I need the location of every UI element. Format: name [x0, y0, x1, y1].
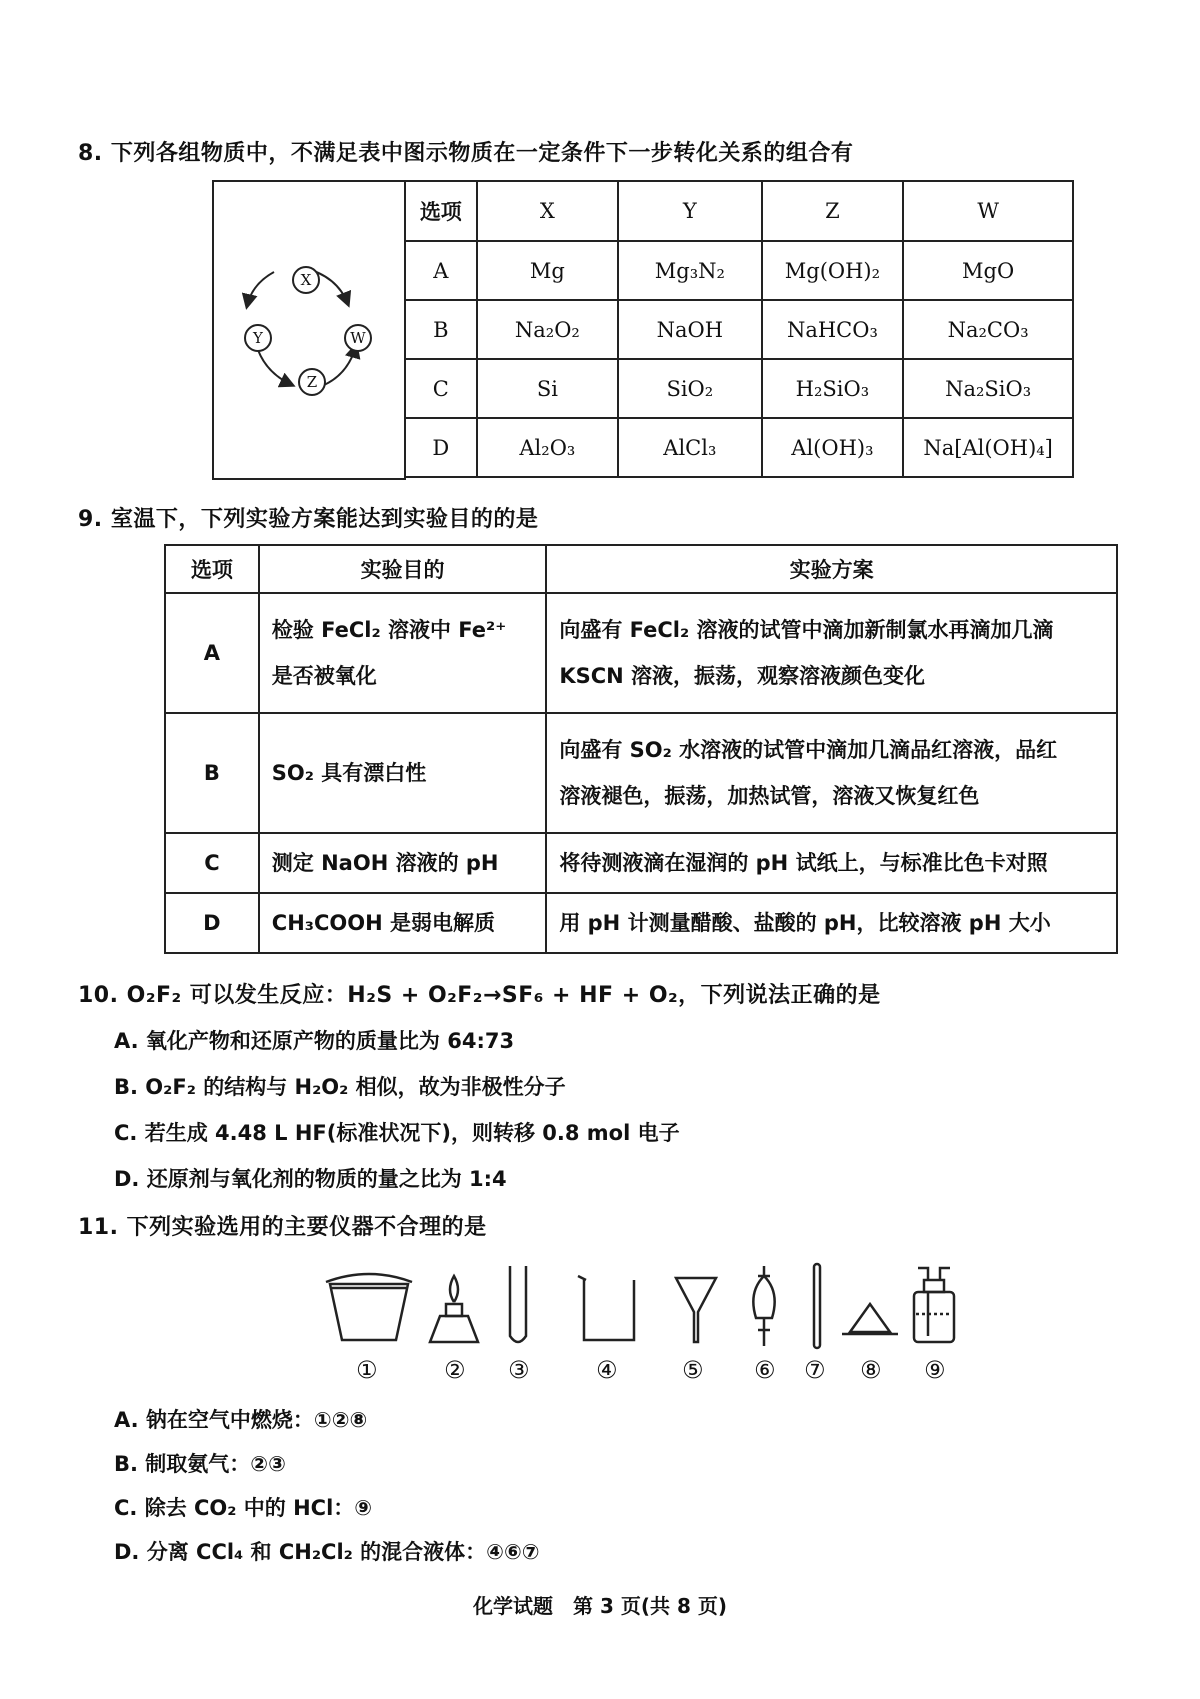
q9-purpose-c: 测定 NaOH 溶液的 pH — [259, 833, 547, 893]
q8-header-y: Y — [618, 181, 761, 241]
q8-cell: C — [405, 359, 477, 418]
q8-header-x: X — [477, 181, 618, 241]
clay-triangle-icon — [842, 1304, 898, 1334]
q8-cell: Na₂SiO₃ — [903, 359, 1073, 418]
node-x: X — [292, 266, 320, 294]
q10-option-d: D. 还原剂与氧化剂的物质的量之比为 1:4 — [114, 1167, 507, 1191]
q8-header-w: W — [903, 181, 1073, 241]
q8-cell: D — [405, 418, 477, 477]
label-6: ⑥ — [754, 1356, 776, 1384]
q9-plan-c: 将待测液滴在湿润的 pH 试纸上，与标准比色卡对照 — [546, 833, 1117, 893]
q8-header-option: 选项 — [405, 181, 477, 241]
label-9: ⑨ — [924, 1356, 946, 1384]
node-y: Y — [244, 324, 272, 352]
q8-cell: Al₂O₃ — [477, 418, 618, 477]
q10-stem: 10. O₂F₂ 可以发生反应：H₂S + O₂F₂→SF₆ + HF + O₂，下列说法正确的是 — [78, 983, 881, 1008]
q9-option-a: A — [165, 593, 259, 713]
q9-purpose-b: SO₂ 具有漂白性 — [259, 713, 547, 833]
q8-cell: A — [405, 241, 477, 300]
q11-stem: 11. 下列实验选用的主要仪器不合理的是 — [78, 1215, 487, 1240]
q9-header-plan: 实验方案 — [546, 545, 1117, 593]
funnel-icon — [676, 1278, 716, 1342]
crucible-icon — [326, 1274, 412, 1340]
q8-stem: 8. 下列各组物质中，不满足表中图示物质在一定条件下一步转化关系的组合有 — [78, 141, 854, 166]
node-w: W — [344, 324, 372, 352]
beaker-icon — [578, 1276, 634, 1340]
alcohol-lamp-icon — [430, 1276, 478, 1342]
q8-cell: Na[Al(OH)₄] — [903, 418, 1073, 477]
q9-header-purpose: 实验目的 — [259, 545, 547, 593]
test-tube-icon — [510, 1266, 526, 1342]
q11-apparatus — [320, 1262, 980, 1352]
q9-purpose-a: 检验 FeCl₂ 溶液中 Fe²⁺ 是否被氧化 — [259, 593, 547, 713]
q9-plan-a: 向盛有 FeCl₂ 溶液的试管中滴加新制氯水再滴加几滴 KSCN 溶液，振荡，观察溶液颜色变化 — [546, 593, 1117, 713]
gas-washing-bottle-icon — [914, 1268, 954, 1342]
label-1: ① — [356, 1356, 378, 1384]
q10-option-c: C. 若生成 4.48 L HF(标准状况下)，则转移 0.8 mol 电子 — [114, 1121, 680, 1145]
q9-option-c: C — [165, 833, 259, 893]
q8-cell: MgO — [903, 241, 1073, 300]
q10-option-b: B. O₂F₂ 的结构与 H₂O₂ 相似，故为非极性分子 — [114, 1075, 566, 1099]
q8-table — [404, 180, 1074, 478]
label-2: ② — [444, 1356, 466, 1384]
q8-cell: SiO₂ — [618, 359, 761, 418]
q8-cell: NaHCO₃ — [762, 300, 904, 359]
node-z: Z — [298, 368, 326, 396]
q8-cell: Si — [477, 359, 618, 418]
label-7: ⑦ — [804, 1356, 826, 1384]
q10-option-a: A. 氧化产物和还原产物的质量比为 64:73 — [114, 1029, 515, 1053]
q8-cell: Na₂CO₃ — [903, 300, 1073, 359]
q9-purpose-d: CH₃COOH 是弱电解质 — [259, 893, 547, 953]
q11-option-b: B. 制取氨气：②③ — [114, 1452, 286, 1476]
q9-plan-b: 向盛有 SO₂ 水溶液的试管中滴加几滴品红溶液，品红 溶液褪色，振荡，加热试管，溶液又恢复红色 — [546, 713, 1117, 833]
q9-table — [164, 544, 1118, 954]
separatory-funnel-icon — [753, 1266, 774, 1346]
q8-cell: NaOH — [618, 300, 761, 359]
q11-option-d: D. 分离 CCl₄ 和 CH₂Cl₂ 的混合液体：④⑥⑦ — [114, 1540, 540, 1564]
label-4: ④ — [596, 1356, 618, 1384]
q8-cell: Al(OH)₃ — [762, 418, 904, 477]
page-footer: 化学试题 第 3 页(共 8 页) — [473, 1594, 727, 1618]
q8-cell: AlCl₃ — [618, 418, 761, 477]
q8-cell: H₂SiO₃ — [762, 359, 904, 418]
q8-cell: Na₂O₂ — [477, 300, 618, 359]
q9-plan-d: 用 pH 计测量醋酸、盐酸的 pH，比较溶液 pH 大小 — [546, 893, 1117, 953]
q9-stem: 9. 室温下，下列实验方案能达到实验目的的是 — [78, 507, 539, 532]
q11-option-c: C. 除去 CO₂ 中的 HCl：⑨ — [114, 1496, 373, 1520]
q8-cycle-diagram — [212, 180, 404, 476]
glass-rod-icon — [814, 1264, 820, 1348]
q9-option-d: D — [165, 893, 259, 953]
q9-header-option: 选项 — [165, 545, 259, 593]
q8-header-z: Z — [762, 181, 904, 241]
q9-option-b: B — [165, 713, 259, 833]
q8-cell: Mg(OH)₂ — [762, 241, 904, 300]
q8-cell: Mg₃N₂ — [618, 241, 761, 300]
label-3: ③ — [508, 1356, 530, 1384]
label-5: ⑤ — [682, 1356, 704, 1384]
q8-cell: Mg — [477, 241, 618, 300]
label-8: ⑧ — [860, 1356, 882, 1384]
q11-option-a: A. 钠在空气中燃烧：①②⑧ — [114, 1408, 368, 1432]
q8-cell: B — [405, 300, 477, 359]
